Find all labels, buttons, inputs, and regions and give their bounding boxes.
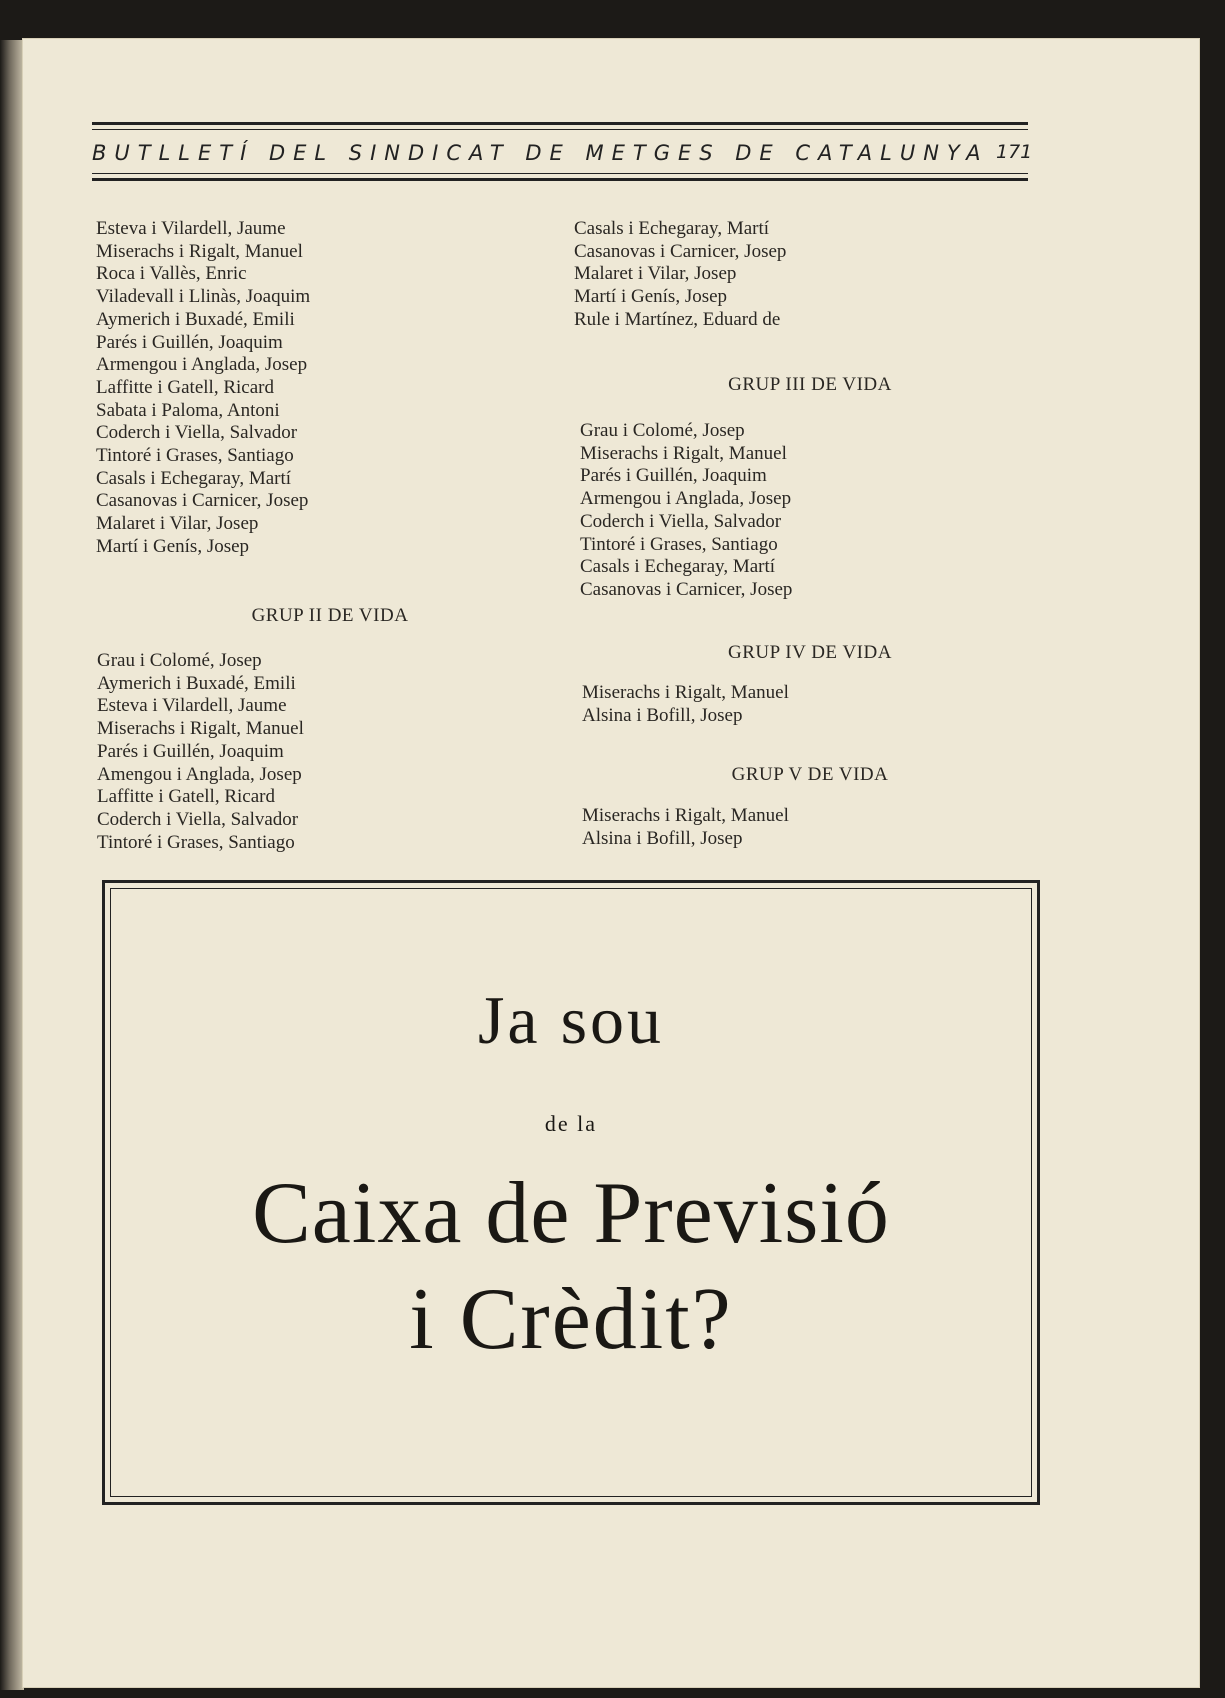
- list-item: Miserachs i Rigalt, Manuel: [580, 442, 787, 464]
- list-item: Tintoré i Grases, Santiago: [97, 831, 295, 853]
- group-5-title: GRUP V DE VIDA: [731, 764, 889, 785]
- list-item: Armengou i Anglada, Josep: [580, 488, 792, 510]
- ad-subline: de la: [544, 1111, 598, 1136]
- ad-company-name: Caixa de Previsió: [252, 1165, 890, 1262]
- list-item: Coderch i Viella, Salvador: [97, 808, 299, 830]
- list-item: Malaret i Vilar, Josep: [96, 513, 259, 535]
- ad-headline: Ja sou: [477, 982, 665, 1058]
- list-item: Casals i Echegaray, Martí: [574, 218, 770, 239]
- list-item: Alsina i Bofill, Josep: [582, 827, 743, 849]
- list-item: Sabata i Paloma, Antoni: [96, 399, 280, 421]
- page-number: 171: [996, 141, 1033, 163]
- list-item: Miserachs i Rigalt, Manuel: [582, 682, 789, 703]
- group-2-list: [97, 650, 304, 854]
- advertisement-box: [102, 880, 1040, 1505]
- list-item: Rule i Martínez, Eduard de: [574, 308, 781, 330]
- list-item: Tintoré i Grases, Santiago: [96, 445, 294, 467]
- group-5-list: [582, 805, 789, 850]
- list-item: Martí i Genís, Josep: [96, 535, 250, 557]
- list-item: Alsina i Bofill, Josep: [582, 704, 743, 726]
- list-item: Viladevall i Llinàs, Joaquim: [96, 286, 311, 308]
- left-member-list: [96, 218, 310, 559]
- ad-company-name-cont: i Crèdit?: [409, 1271, 733, 1368]
- list-item: Amengou i Anglada, Josep: [97, 763, 302, 785]
- list-item: Tintoré i Grases, Santiago: [580, 533, 778, 555]
- list-item: Coderch i Viella, Salvador: [96, 422, 298, 444]
- list-item: Parés i Guillén, Joaquim: [96, 331, 283, 353]
- list-item: Coderch i Viella, Salvador: [580, 510, 782, 532]
- header-rule-top-thin: [92, 129, 1028, 130]
- group-3-title: GRUP III DE VIDA: [728, 374, 892, 395]
- list-item: Armengou i Anglada, Josep: [96, 354, 308, 376]
- list-item: Esteva i Vilardell, Jaume: [97, 695, 287, 717]
- group-3-list: [580, 420, 792, 602]
- list-item: Parés i Guillén, Joaquim: [97, 740, 284, 762]
- right-member-list: [574, 218, 786, 332]
- header-rule-bottom-thick: [92, 178, 1028, 181]
- list-item: Esteva i Vilardell, Jaume: [96, 218, 286, 239]
- list-item: Miserachs i Rigalt, Manuel: [96, 240, 303, 262]
- list-item: Casals i Echegaray, Martí: [96, 467, 292, 489]
- list-item: Aymerich i Buxadé, Emili: [96, 308, 295, 330]
- list-item: Martí i Genís, Josep: [574, 286, 728, 308]
- group-4-list: [582, 682, 789, 727]
- list-item: Casanovas i Carnicer, Josep: [580, 578, 793, 600]
- list-item: Parés i Guillén, Joaquim: [580, 465, 767, 487]
- list-item: Grau i Colomé, Josep: [97, 650, 262, 671]
- group-4-title: GRUP IV DE VIDA: [728, 642, 892, 663]
- list-item: Malaret i Vilar, Josep: [574, 263, 737, 285]
- list-item: Laffitte i Gatell, Ricard: [96, 376, 274, 398]
- list-item: Grau i Colomé, Josep: [580, 420, 745, 441]
- list-item: Miserachs i Rigalt, Manuel: [97, 718, 304, 740]
- list-item: Casanovas i Carnicer, Josep: [96, 490, 309, 512]
- group-2-title: GRUP II DE VIDA: [251, 605, 409, 626]
- book-spine: [0, 40, 24, 1690]
- list-item: Laffitte i Gatell, Ricard: [97, 786, 275, 808]
- list-item: Roca i Vallès, Enric: [96, 263, 247, 285]
- journal-title: BUTLLETÍ DEL SINDICAT DE METGES DE CATALUNYA: [92, 141, 989, 165]
- list-item: Miserachs i Rigalt, Manuel: [582, 805, 789, 826]
- list-item: Casanovas i Carnicer, Josep: [574, 240, 787, 262]
- header-rule-top-thick: [92, 122, 1028, 125]
- header-rule-bottom-thin: [92, 173, 1028, 174]
- list-item: Aymerich i Buxadé, Emili: [97, 672, 296, 694]
- list-item: Casals i Echegaray, Martí: [580, 556, 776, 578]
